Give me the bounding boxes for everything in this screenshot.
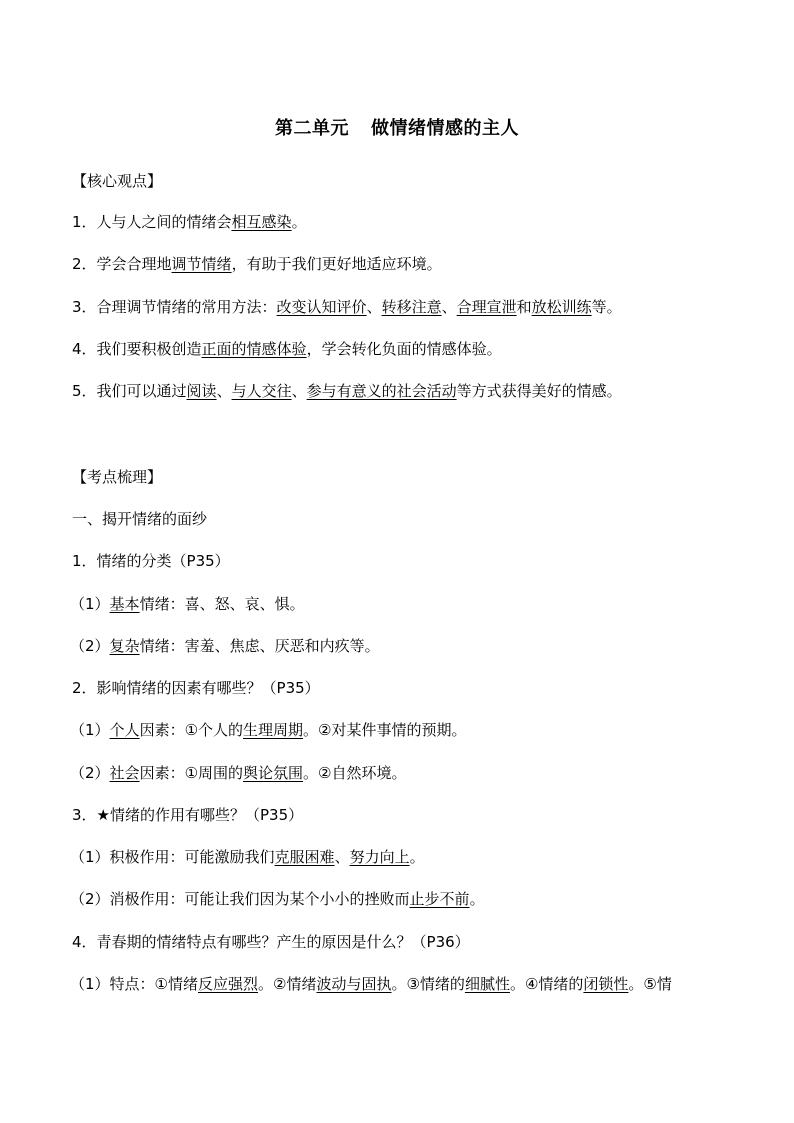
unit-title: 做情绪情感的主人 (371, 118, 519, 139)
text-run: 等。 (591, 298, 622, 316)
text-run: ，学会转化负面的情感体验。 (306, 340, 502, 358)
text-run: 和 (516, 298, 532, 316)
text-run: 。 (469, 890, 485, 908)
underlined-keyword: 合理宣泄 (456, 298, 517, 316)
underlined-keyword: 反应强烈 (198, 975, 259, 993)
review-line (72, 931, 470, 953)
text-run: （1） (70, 721, 110, 739)
text-run: 、 (334, 848, 350, 866)
text-run: 等方式获得美好的情感。 (456, 382, 622, 400)
underlined-keyword: 转移注意 (381, 298, 442, 316)
text-run: 一、揭开情绪的面纱 (72, 510, 208, 528)
page-title (0, 114, 794, 140)
underlined-keyword: 生理周期 (243, 721, 304, 739)
text-run: 5．我们可以通过 (72, 382, 187, 400)
underlined-keyword: 与人交往 (231, 382, 292, 400)
underlined-keyword: 放松训练 (531, 298, 592, 316)
text-run: 情绪：害羞、焦虑、厌恶和内疚等。 (139, 637, 380, 655)
text-run: 。②情绪 (258, 975, 317, 993)
review-line (72, 804, 303, 826)
text-run: ，有助于我们更好地适应环境。 (231, 255, 442, 273)
text-run: 3．合理调节情绪的常用方法： (72, 298, 277, 316)
text-run: 3．★情绪的作用有哪些？（P35） (72, 806, 304, 824)
text-run: 。③情绪的 (391, 975, 465, 993)
underlined-keyword: 改变认知评价 (276, 298, 367, 316)
underlined-keyword: 参与有意义的社会活动 (306, 382, 457, 400)
underlined-keyword: 个人 (109, 721, 140, 739)
core-heading: 【核心观点】 (72, 172, 163, 190)
review-line (70, 593, 305, 615)
text-run: （2） (70, 637, 110, 655)
text-run: 因素：①周围的 (139, 764, 244, 782)
underlined-keyword: 细腻性 (464, 975, 510, 993)
core-point (72, 338, 502, 360)
underlined-keyword: 止步不前 (409, 890, 470, 908)
underlined-keyword: 社会 (109, 764, 140, 782)
underlined-keyword: 正面的情感体验 (201, 340, 307, 358)
underlined-keyword: 舆论氛围 (243, 764, 304, 782)
text-run: 、 (366, 298, 382, 316)
text-run: （1）特点：①情绪 (70, 975, 198, 993)
text-run: 4．我们要积极创造 (72, 340, 202, 358)
underlined-keyword: 复杂 (109, 637, 140, 655)
underlined-keyword: 波动与固执 (316, 975, 392, 993)
text-run: 。④情绪的 (509, 975, 584, 993)
underlined-keyword: 克服困难 (274, 848, 335, 866)
review-line (72, 508, 207, 530)
core-point (72, 253, 442, 275)
core-point (72, 380, 622, 402)
review-line (72, 677, 320, 699)
text-run: （2） (70, 764, 110, 782)
text-run: 。 (409, 848, 425, 866)
text-run: 、 (216, 382, 232, 400)
underlined-keyword: 闭锁性 (583, 975, 629, 993)
review-line (72, 550, 230, 572)
text-run: 1．人与人之间的情绪会 (72, 213, 232, 231)
underlined-keyword: 努力向上 (349, 848, 410, 866)
review-line (70, 762, 406, 784)
review-line (70, 888, 485, 910)
text-run: 。⑤情 (628, 975, 672, 993)
text-run: 因素：①个人的 (139, 721, 244, 739)
review-heading: 【考点梳理】 (72, 468, 163, 486)
review-line (70, 635, 380, 657)
review-line (70, 973, 672, 995)
text-run: 。 (291, 213, 307, 231)
underlined-keyword: 基本 (109, 595, 140, 613)
review-line (70, 719, 466, 741)
text-run: （2）消极作用：可能让我们因为某个小小的挫败而 (70, 890, 410, 908)
text-run: 、 (291, 382, 307, 400)
text-run: 2．影响情绪的因素有哪些？（P35） (72, 679, 320, 697)
underlined-keyword: 调节情绪 (171, 255, 232, 273)
underlined-keyword: 阅读 (186, 382, 217, 400)
core-point (72, 211, 307, 233)
text-run: （1）积极作用：可能激励我们 (70, 848, 275, 866)
text-run: 4．青春期的情绪特点有哪些？产生的原因是什么？（P36） (72, 933, 470, 951)
text-run: 。②对某件事情的预期。 (303, 721, 467, 739)
text-run: 。②自然环境。 (303, 764, 407, 782)
text-run: 、 (441, 298, 457, 316)
core-point (72, 296, 622, 318)
text-run: （1） (70, 595, 110, 613)
text-run: 1．情绪的分类（P35） (72, 552, 230, 570)
text-run: 2．学会合理地 (72, 255, 172, 273)
review-line (70, 846, 425, 868)
text-run: 情绪：喜、怒、哀、惧。 (139, 595, 305, 613)
unit-label: 第二单元 (275, 118, 349, 139)
underlined-keyword: 相互感染 (231, 213, 292, 231)
